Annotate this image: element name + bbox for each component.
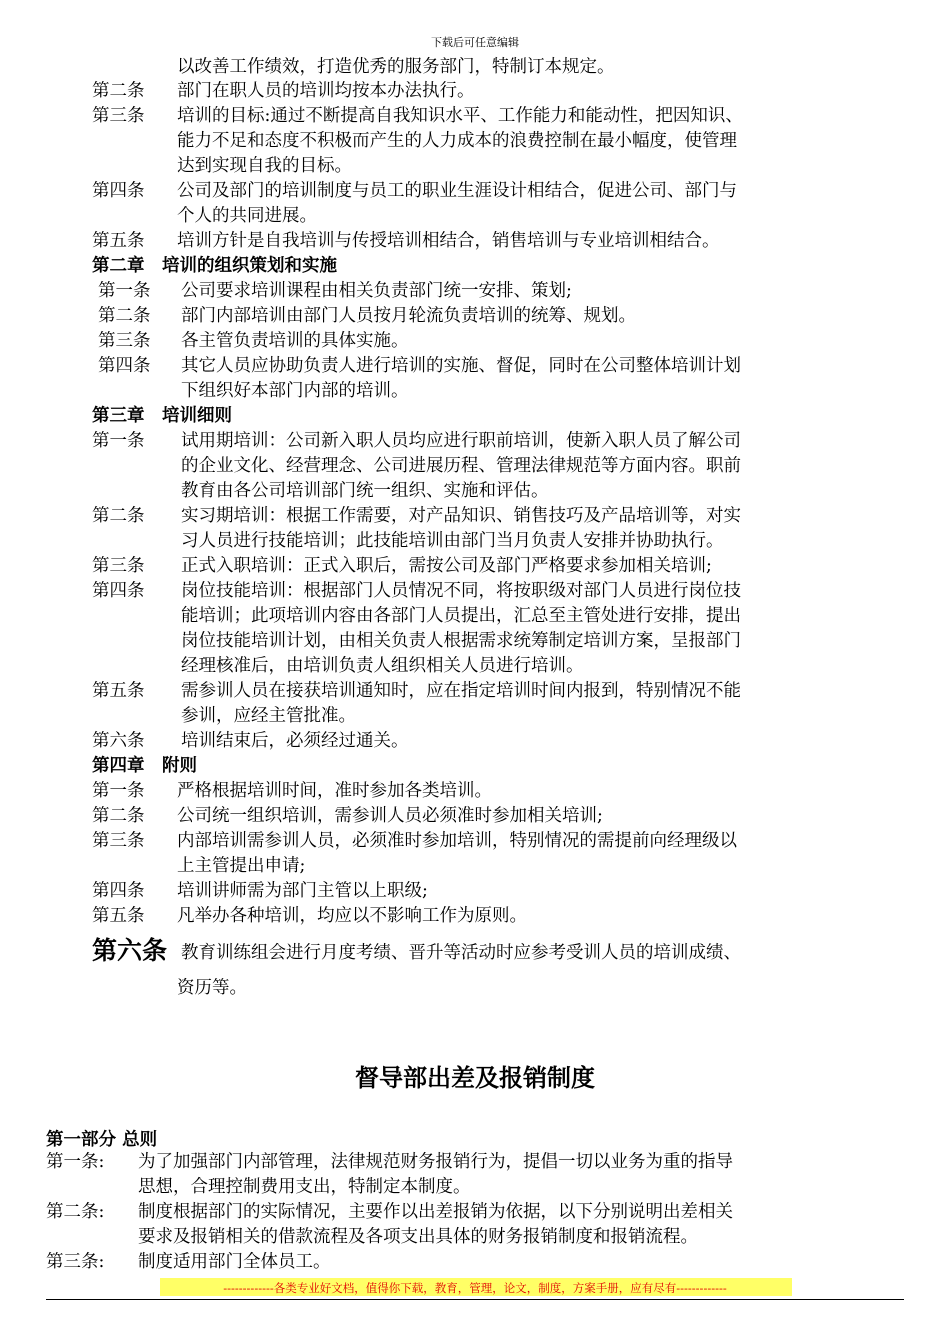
- ch1-a3-text: 能力不足和态度不积极而产生的人力成本的浪费控制在最小幅度，使管理: [177, 131, 737, 151]
- ch1-a2-num: 第二条: [92, 81, 145, 101]
- ch3-a4-text: 岗位技能培训：根据部门人员情况不同，将按职级对部门人员进行岗位技: [181, 581, 741, 601]
- ch2-a1-num: 第一条: [98, 281, 151, 301]
- ch3-a3-text: 正式入职培训：正式入职后，需按公司及部门严格要求参加相关培训;: [181, 556, 712, 576]
- ch4-a5-text: 凡举办各种培训，均应以不影响工作为原则。: [177, 906, 527, 926]
- ch2-a1-text: 公司要求培训课程由相关负责部门统一安排、策划;: [181, 281, 572, 301]
- ch1-a4-text: 个人的共同进展。: [177, 206, 317, 226]
- ch1-a3-text: 达到实现自我的目标。: [177, 156, 352, 176]
- ch4-a3-num: 第三条: [92, 831, 145, 851]
- ch4-a5-num: 第五条: [92, 906, 145, 926]
- ch3-a4-num: 第四条: [92, 581, 145, 601]
- ch1-a5-text: 培训方针是自我培训与传授培训相结合，销售培训与专业培训相结合。: [177, 231, 720, 251]
- ch2-title: 第二章 培训的组织策划和实施: [92, 256, 337, 276]
- ch3-a5-num: 第五条: [92, 681, 145, 701]
- ch3-a1-text: 试用期培训：公司新入职人员均应进行职前培训，使新入职人员了解公司: [181, 431, 741, 451]
- ch3-a4-text: 能培训；此项培训内容由各部门人员提出，汇总至主管处进行安排，提出: [181, 606, 741, 626]
- ch4-title: 第四章 附则: [92, 756, 197, 776]
- ch2-a2-text: 部门内部培训由部门人员按月轮流负责培训的统筹、规划。: [181, 306, 636, 326]
- header-note: 下载后可任意编辑: [431, 36, 519, 49]
- ch4-a4-text: 培训讲师需为部门主管以上职级;: [177, 881, 428, 901]
- ch3-a6-num: 第六条: [92, 731, 145, 751]
- ch3-a4-text: 经理核准后，由培训负责人组织相关人员进行培训。: [181, 656, 584, 676]
- ch2-a4-num: 第四条: [98, 356, 151, 376]
- ch4-a6-num: 第六条: [92, 936, 168, 965]
- ch4-a4-num: 第四条: [92, 881, 145, 901]
- ch3-a2-text: 习人员进行技能培训；此技能培训由部门当月负责人安排并协助执行。: [181, 531, 724, 551]
- doc2-part1: 第一部分 总则: [46, 1130, 158, 1150]
- doc2-a3-text: 制度适用部门全体员工。: [138, 1252, 331, 1272]
- ch3-a1-num: 第一条: [92, 431, 145, 451]
- doc2-a2-text: 要求及报销相关的借款流程及各项支出具体的财务报销制度和报销流程。: [138, 1227, 698, 1247]
- ch2-a3-text: 各主管负责培训的具体实施。: [181, 331, 409, 351]
- ch3-a1-text: 教育由各公司培训部门统一组织、实施和评估。: [181, 481, 549, 501]
- ch3-a3-num: 第三条: [92, 556, 145, 576]
- ch3-a4-text: 岗位技能培训计划，由相关负责人根据需求统筹制定培训方案，呈报部门: [181, 631, 741, 651]
- ch4-a3-text: 上主管提出申请;: [177, 856, 306, 876]
- ch4-a6-text: 教育训练组会进行月度考绩、晋升等活动时应参考受训人员的培训成绩、: [181, 943, 741, 963]
- doc2-a2-text: 制度根据部门的实际情况，主要作以出差报销为依据，以下分别说明出差相关: [138, 1202, 733, 1222]
- ch1-a4-text: 公司及部门的培训制度与员工的职业生涯设计相结合，促进公司、部门与: [177, 181, 737, 201]
- ch1-a5-num: 第五条: [92, 231, 145, 251]
- footer-rule: [46, 1299, 904, 1300]
- ch2-a4-text: 下组织好本部门内部的培训。: [181, 381, 409, 401]
- ch4-a2-num: 第二条: [92, 806, 145, 826]
- ch1-a3-num: 第三条: [92, 106, 145, 126]
- doc2-a1-text: 为了加强部门内部管理，法律规范财务报销行为，提倡一切以业务为重的指导: [138, 1152, 733, 1172]
- doc2-title: 督导部出差及报销制度: [355, 1063, 595, 1092]
- doc2-a2-num: 第二条:: [46, 1202, 105, 1222]
- ch2-a2-num: 第二条: [98, 306, 151, 326]
- doc2-a3-num: 第三条:: [46, 1252, 105, 1272]
- ch3-a5-text: 参训，应经主管批准。: [181, 706, 356, 726]
- ch2-a4-text: 其它人员应协助负责人进行培训的实施、督促，同时在公司整体培训计划: [181, 356, 741, 376]
- intro-tail: 以改善工作绩效，打造优秀的服务部门，特制订本规定。: [177, 57, 615, 77]
- ch4-a3-text: 内部培训需参训人员，必须准时参加培训，特别情况的需提前向经理级以: [177, 831, 737, 851]
- footer-banner: -------------各类专业好文档，值得你下载，教育，管理，论文，制度，方案手册，应有尽有-------------: [223, 1281, 727, 1295]
- ch3-a2-text: 实习期培训：根据工作需要，对产品知识、销售技巧及产品培训等，对实: [181, 506, 741, 526]
- ch3-title: 第三章 培训细则: [92, 406, 232, 426]
- ch3-a1-text: 的企业文化、经营理念、公司进展历程、管理法律规范等方面内容。职前: [181, 456, 741, 476]
- ch4-a2-text: 公司统一组织培训，需参训人员必须准时参加相关培训;: [177, 806, 603, 826]
- doc2-a1-num: 第一条:: [46, 1152, 105, 1172]
- ch1-a3-text: 培训的目标:通过不断提高自我知识水平、工作能力和能动性，把因知识、: [177, 106, 743, 126]
- ch3-a5-text: 需参训人员在接获培训通知时，应在指定培训时间内报到，特别情况不能: [181, 681, 741, 701]
- ch1-a4-num: 第四条: [92, 181, 145, 201]
- ch4-a6-text: 资历等。: [177, 978, 247, 998]
- ch2-a3-num: 第三条: [98, 331, 151, 351]
- ch4-a1-num: 第一条: [92, 781, 145, 801]
- ch3-a2-num: 第二条: [92, 506, 145, 526]
- ch3-a6-text: 培训结束后，必须经过通关。: [181, 731, 409, 751]
- ch1-a2-text: 部门在职人员的培训均按本办法执行。: [177, 81, 475, 101]
- doc2-a1-text: 思想，合理控制费用支出，特制定本制度。: [138, 1177, 471, 1197]
- ch4-a1-text: 严格根据培训时间，准时参加各类培训。: [177, 781, 492, 801]
